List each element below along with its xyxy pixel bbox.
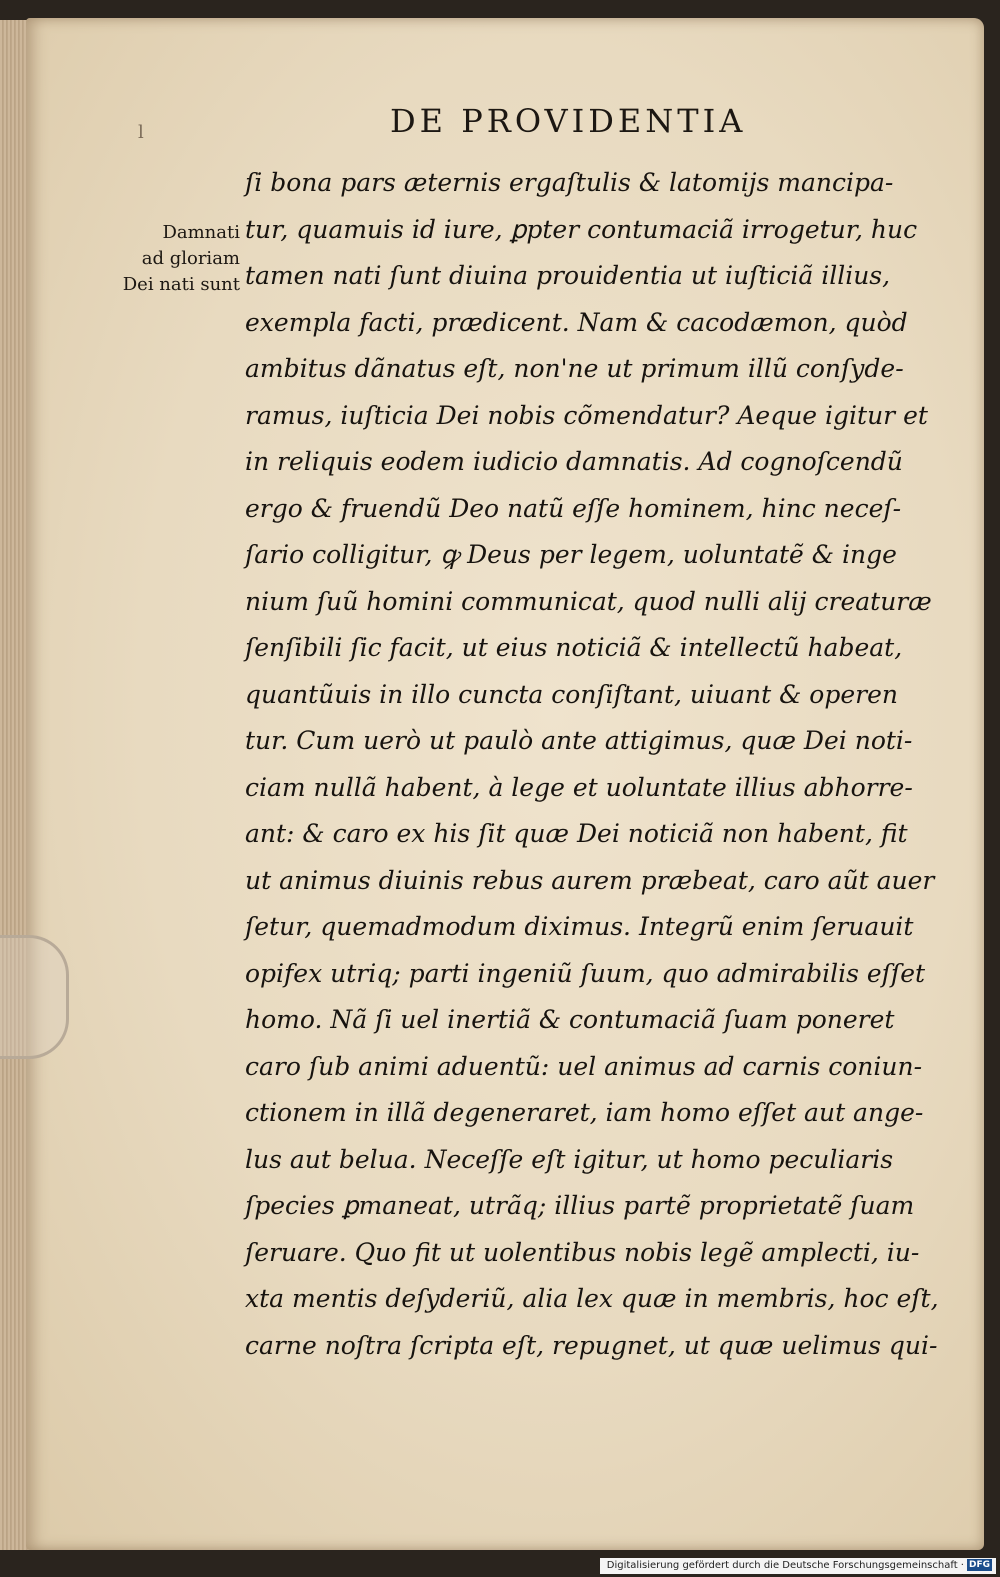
text-line: ſetur, quemadmodum diximus. Integrũ enim ſeruauit [245, 912, 914, 941]
text-line: carne noſtra ſcripta eſt, repugnet, ut quæ uelimus qui- [245, 1330, 938, 1360]
marginal-note-line: Damnati [162, 222, 240, 243]
text-line: tamen nati ſunt diuina prouidentia ut iuſticiã illius, [245, 261, 891, 290]
text-line: tur, quamuis id iure, ꝑpter contumaciã irrogetur, huc [245, 214, 918, 244]
text-line: in reliquis eodem iudicio damnatis. Ad cognoſcendũ [245, 447, 903, 476]
running-head: DE PROVIDENTIA [390, 102, 747, 140]
text-line: tur. Cum uerò ut paulò ante attigimus, quæ Dei noti- [245, 726, 913, 755]
marginal-note-line: Dei nati sunt [122, 274, 240, 295]
text-line: ſi bona pars æternis ergaſtulis & latomijs mancipa- [245, 168, 894, 197]
text-line: ſario colligitur, ꝙ Deus per legem, uoluntatẽ & inge [245, 540, 897, 569]
marginal-note [100, 220, 240, 298]
text-line: opifex utriq; parti ingeniũ ſuum, quo admirabilis eſſet [245, 958, 926, 988]
text-line: ramus, iuſticia Dei nobis cõmendatur? Aeque igitur et [245, 400, 928, 430]
text-line: exempla facti, prædicent. Nam & cacodæmon, quòd [245, 307, 908, 337]
text-line: xta mentis deſyderiũ, alia lex quæ in membris, hoc eſt, [245, 1284, 939, 1313]
text-line: ciam nullã habent, à lege et uoluntate illius abhorre- [245, 772, 913, 802]
text-line: ſenſibili ſic facit, ut eius noticiã & intellectũ habeat, [245, 633, 903, 662]
text-line: homo. Nã ſi uel inertiã & contumaciã ſuam poneret [245, 1005, 895, 1034]
text-line: ergo & fruendũ Deo natũ eſſe hominem, hinc neceſ- [245, 493, 902, 523]
text-line: caro ſub animi aduentũ: uel animus ad carnis coniun- [245, 1051, 923, 1081]
book-clip [0, 935, 69, 1059]
text-line: ſeruare. Quo fit ut uolentibus nobis legẽ amplecti, iu- [245, 1237, 920, 1267]
text-line: ut animus diuinis rebus aurem præbeat, caro aũt auer [245, 865, 935, 895]
text-line: nium ſuũ homini communicat, quod nulli alij creaturæ [245, 586, 932, 616]
stray-mark: l [138, 122, 144, 143]
text-line: quantũuis in illo cuncta conſiſtant, uiuant & operen [245, 679, 899, 709]
text-line: ambitus dãnatus eſt, non'ne ut primum illũ conſyde- [245, 354, 904, 383]
text-line: ctionem in illã degeneraret, iam homo eſſet aut ange- [245, 1098, 924, 1127]
body-text [245, 160, 939, 1369]
dfg-logo: DFG [968, 1560, 990, 1570]
text-line: ſpecies ꝑmaneat, utrãq; illius partẽ proprietatẽ ſuam [245, 1191, 915, 1220]
text-line: ant: & caro ex his ſit quæ Dei noticiã non habent, fit [245, 819, 908, 848]
text-line: lus aut belua. Neceſſe eſt igitur, ut homo peculiaris [245, 1144, 894, 1174]
funding-credit-text: Digitalisierung gefördert durch die Deutsche Forschungsgemeinschaft · [606, 1560, 964, 1571]
marginal-note-line: ad gloriam [141, 248, 240, 269]
funding-credit-bar [600, 1558, 996, 1574]
